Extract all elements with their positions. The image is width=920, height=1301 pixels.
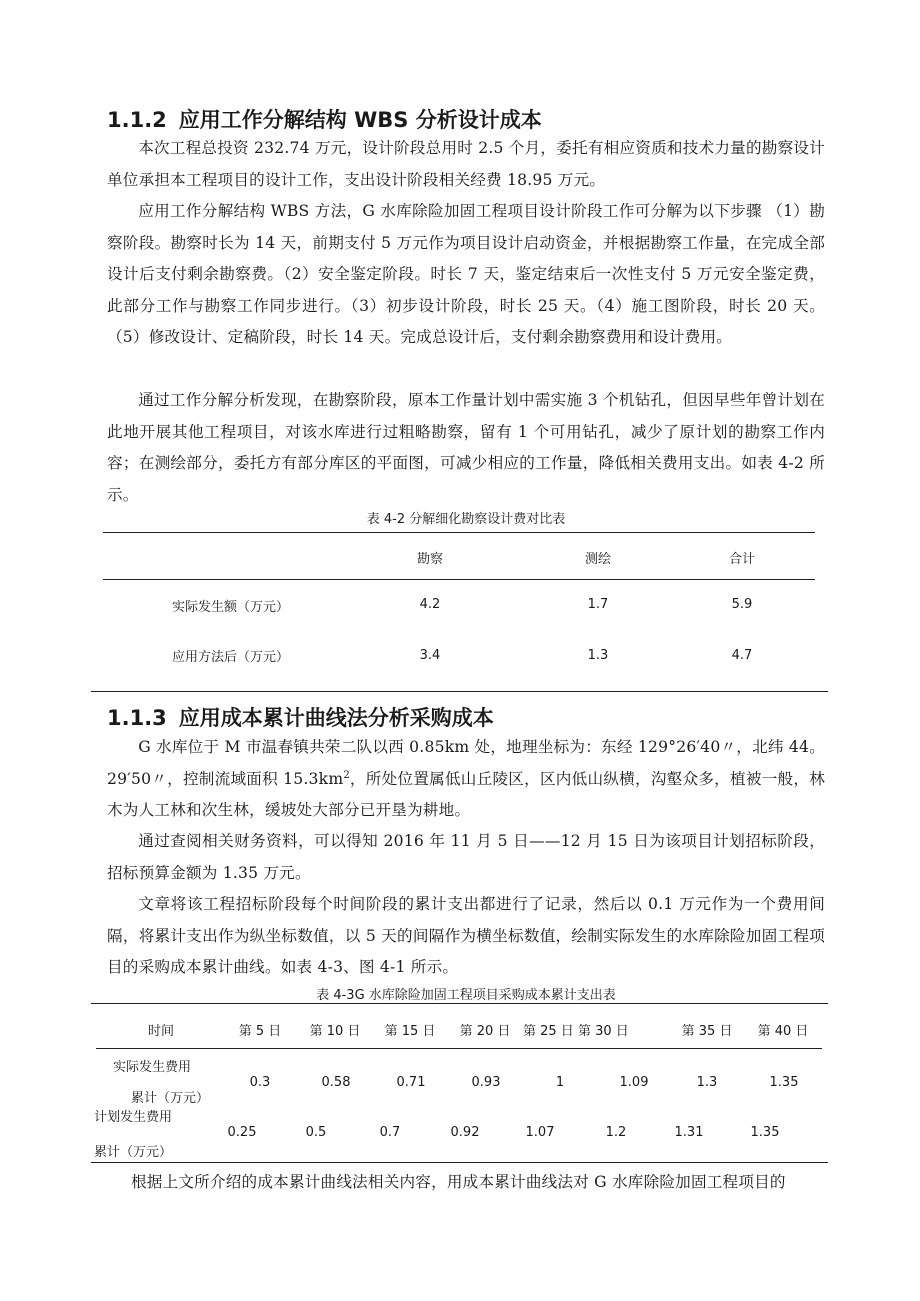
table-cell: 1.35 — [750, 1125, 780, 1140]
paragraph-wbs-analysis: 通过工作分解分析发现，在勘察阶段，原本工作量计划中需实施 3 个机钻孔，但因早些年曾计划在此地开展其他工程项目，对该水库进行过粗略勘察，留有 1 个可用钻孔，减少了原计划的勘察工作内容；在测绘部分，委托方有部分库区的平面图，可减少相应的工作量，降低相关费用支出。如表 4-2 所示。 — [107, 391, 825, 504]
paragraph-closing: 根据上文所介绍的成本累计曲线法相关内容，用成本累计曲线法对 G 水库除险加固工程项目的 — [131, 1173, 786, 1191]
table-header-day: 第 20 日 — [459, 1024, 511, 1039]
section-heading-1-1-3 — [107, 702, 494, 732]
table-cell: 4.7 — [731, 648, 753, 663]
table-header-day: 第 5 日 — [238, 1024, 282, 1039]
table-header-total: 合计 — [728, 552, 755, 567]
table-top-rule — [91, 1003, 828, 1004]
paragraph-reservoir-location — [107, 732, 825, 827]
table-cell: 1.31 — [674, 1125, 704, 1140]
table-cell: 4.2 — [419, 597, 441, 612]
table-cell: 1.2 — [605, 1125, 627, 1140]
table-cell: 1.07 — [525, 1125, 555, 1140]
table-header-day: 第 40 日 — [757, 1024, 809, 1039]
paragraph-cumulative-curve: 文章将该工程招标阶段每个时间阶段的累计支出都进行了记录，然后以 0.1 万元作为一个费用间隔，将累计支出作为纵坐标数值，以 5 天的间隔作为横坐标数值，绘制实际发生的水库除险加固工程项目的采购成本累计曲线。如表 4-3、图 4-1 所示。 — [107, 895, 825, 976]
table-row-label-line1: 计划发生费用 — [94, 1110, 173, 1125]
table-top-rule — [103, 532, 815, 533]
table-cell: 1.3 — [587, 648, 609, 663]
table-cell: 1.09 — [619, 1075, 649, 1090]
table-cell: 0.93 — [471, 1075, 501, 1090]
section-title: 应用成本累计曲线法分析采购成本 — [178, 706, 494, 730]
table-row-label-line1: 实际发生费用 — [113, 1060, 192, 1075]
section-heading-1-1-2 — [107, 104, 542, 134]
table-header-day: 第 35 日 — [681, 1024, 733, 1039]
table-header-day: 第 15 日 — [384, 1024, 436, 1039]
paragraph-tender-period: 通过查阅相关财务资料，可以得知 2016 年 11 月 5 日——12 月 15 日为该项目计划招标阶段，招标预算金额为 1.35 万元。 — [107, 832, 825, 882]
section-number: 1.1.3 — [107, 706, 167, 730]
table-header-mapping: 测绘 — [584, 552, 611, 567]
table-cell: 0.7 — [379, 1125, 401, 1140]
paragraph-project-investment: 本次工程总投资 232.74 万元，设计阶段总用时 2.5 个月，委托有相应资质和技术力量的勘察设计单位承担本工程项目的设计工作，支出设计阶段相关经费 18.95 万元。 — [107, 139, 825, 189]
table-cell: 1.7 — [587, 597, 609, 612]
table-cell: 0.92 — [450, 1125, 480, 1140]
table-bottom-rule — [91, 691, 828, 692]
location-text-cont: ，所处位置属低山丘陵区，区内低山纵横，沟壑众多，植被一般，林木为人工林和次生林，缓坡处大部分已开垦为耕地。 — [107, 769, 825, 819]
table-4-3-caption: 表 4-3G 水库除险加固工程项目采购成本累计支出表 — [316, 988, 616, 1003]
superscript-2: 2 — [343, 769, 350, 781]
table-cell: 1 — [555, 1075, 565, 1090]
table-row-label: 应用方法后（万元） — [172, 650, 290, 665]
table-header-day: 第 25 日 — [523, 1024, 574, 1039]
table-row-label-line2: 累计（万元） — [94, 1145, 173, 1160]
table-cell: 5.9 — [731, 597, 753, 612]
paragraph-wbs-steps: 应用工作分解结构 WBS 方法，G 水库除险加固工程项目设计阶段工作可分解为以下步骤 （1）勘察阶段。勘察时长为 14 天，前期支付 5 万元作为项目设计启动资金，并根据勘察工作量，在完成全部设计后支付剩余勘察费。（2）安全鉴定阶段。时长 7 天，鉴定结束后一次性支付 5 万元安全鉴定费，此部分工作与勘察工作同步进行。（3）初步设计阶段，时长 25 天。（4）施工图阶段，时长 20 天。（5）修改设计、定稿阶段，时长 14 天。完成总设计后，支付剩余勘察费用和设计费用。 — [107, 202, 825, 346]
table-header-rule — [96, 1048, 822, 1049]
table-cell: 3.4 — [419, 648, 441, 663]
table-header-day: 第 10 日 — [309, 1024, 361, 1039]
table-cell: 0.71 — [396, 1075, 426, 1090]
section-title: 应用工作分解结构 WBS 分析设计成本 — [178, 108, 542, 132]
table-cell: 0.58 — [321, 1075, 351, 1090]
table-header-time: 时间 — [147, 1024, 174, 1039]
table-bottom-rule — [91, 1162, 828, 1163]
table-cell: 0.25 — [227, 1125, 257, 1140]
table-4-2-caption: 表 4-2 分解细化勘察设计费对比表 — [366, 512, 566, 527]
section-number: 1.1.2 — [107, 108, 167, 132]
table-header-rule — [103, 579, 815, 580]
table-row-label-line2: 累计（万元） — [131, 1091, 210, 1106]
table-header-day: 第 30 日 — [578, 1024, 629, 1039]
location-text: G 水库位于 M 市温春镇共荣二队以西 0.85km 处，地理坐标为：东经 129°26′40〃，北纬 44。29′50〃，控制流域面积 15.3km — [107, 738, 825, 788]
table-row-label: 实际发生额（万元） — [172, 600, 290, 615]
table-cell: 0.5 — [305, 1125, 327, 1140]
table-cell: 1.3 — [696, 1075, 718, 1090]
table-cell: 0.3 — [249, 1075, 271, 1090]
table-header-survey: 勘察 — [416, 552, 443, 567]
table-cell: 1.35 — [769, 1075, 799, 1090]
